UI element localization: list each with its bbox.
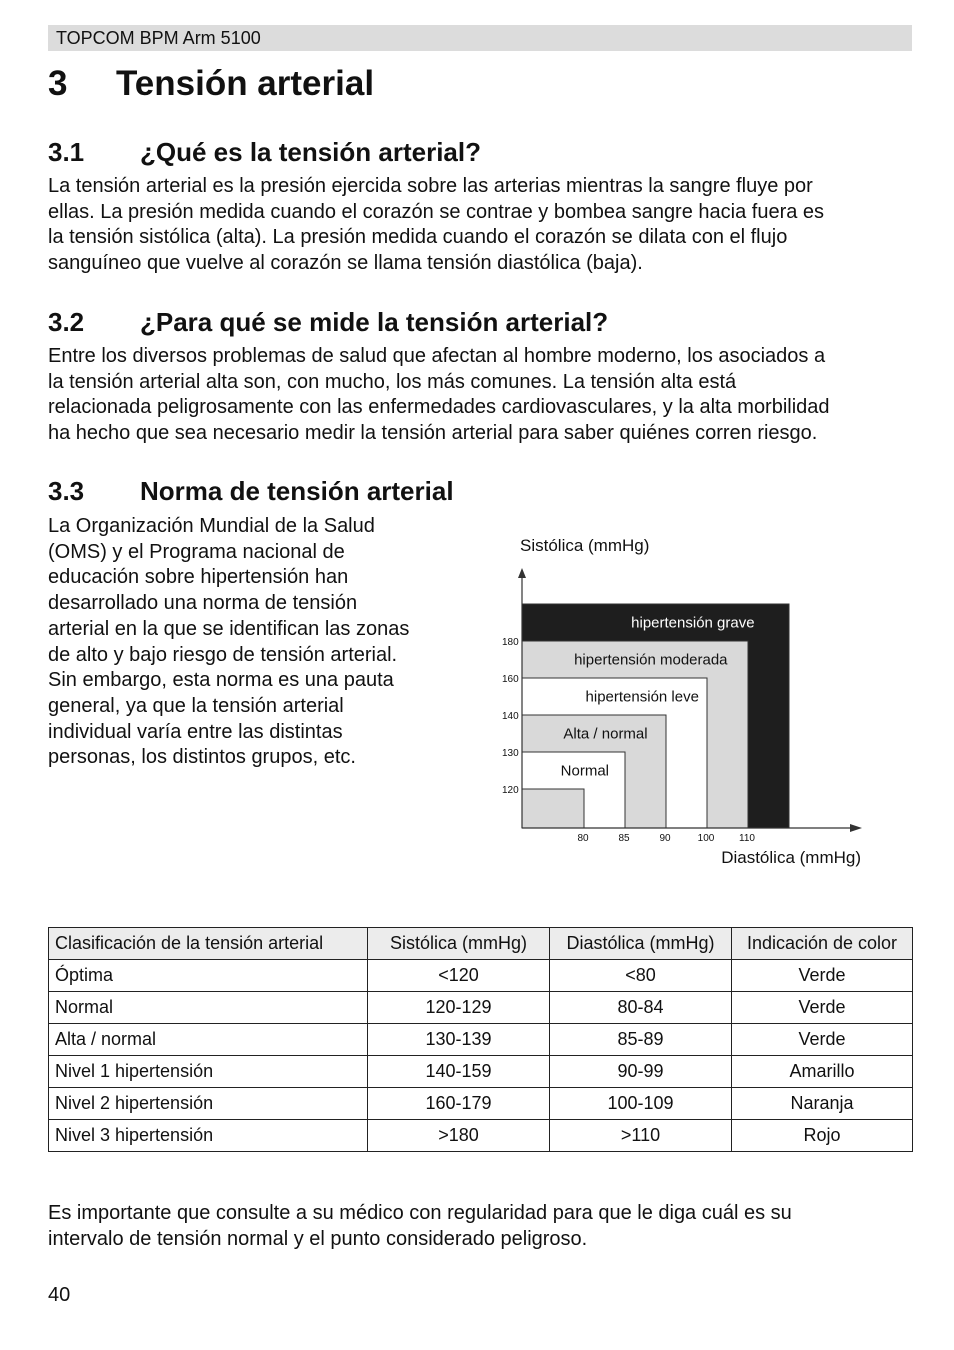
y-axis-arrow — [518, 568, 526, 578]
table-cell: >180 — [368, 1120, 550, 1152]
table-cell: Rojo — [732, 1120, 913, 1152]
x-tick-label: 90 — [659, 833, 671, 844]
page-number: 40 — [48, 1284, 71, 1306]
table-row — [49, 1024, 913, 1056]
y-tick-label: 130 — [502, 748, 519, 759]
section-title: ¿Para qué se mide la tensión arterial? — [140, 307, 609, 337]
section-number: 3.3 — [48, 476, 85, 506]
text-line: de alto y bajo riesgo de tensión arterial. — [48, 643, 398, 666]
section-title: ¿Qué es la tensión arterial? — [140, 137, 481, 167]
section-3-2-body — [48, 344, 918, 447]
text-line: La tensión arterial es la presión ejercida sobre las arterias mientras la sangre fluye por — [48, 175, 813, 197]
text-line: ellas. La presión medida cuando el corazón se contrae y bombea sangre hacia fuera es — [48, 200, 825, 223]
text-line: general, ya que la tensión arterial — [48, 694, 344, 717]
zone-label: hipertensión leve — [585, 688, 699, 706]
table-cell: Nivel 1 hipertensión — [49, 1056, 368, 1088]
table-cell: Alta / normal — [49, 1024, 368, 1056]
table-cell: Verde — [732, 960, 913, 992]
text-line: La Organización Mundial de la Salud — [48, 515, 375, 537]
text-line: arterial en la que se identifican las zonas — [48, 617, 410, 640]
y-tick-label: 160 — [502, 674, 519, 685]
table-cell: <120 — [368, 960, 550, 992]
text-line: Es importante que consulte a su médico con regularidad para que le diga cuál es su — [48, 1202, 792, 1224]
zone-label: hipertensión grave — [631, 614, 755, 632]
x-tick-label: 110 — [739, 833, 755, 844]
x-tick-label: 100 — [697, 833, 715, 844]
table-cell: 90-99 — [550, 1056, 732, 1088]
section-3-3-body — [48, 514, 468, 771]
table-cell: Óptima — [49, 960, 368, 992]
text-line: educación sobre hipertensión han — [48, 566, 349, 589]
y-tick-label: 180 — [502, 637, 519, 648]
chapter-title — [48, 64, 374, 104]
text-line: Entre los diversos problemas de salud que afectan al hombre moderno, los asociados a — [48, 345, 826, 367]
text-line: relacionada peligrosamente con las enfermedades cardiovasculares, y la alta morbilidad — [48, 396, 830, 419]
text-line: Sin embargo, esta norma es una pauta — [48, 669, 394, 692]
section-heading-3-2 — [48, 307, 608, 338]
text-line: desarrollado una norma de tensión — [48, 592, 358, 615]
text-line: (OMS) y el Programa nacional de — [48, 540, 345, 563]
table-row — [49, 1056, 913, 1088]
section-heading-3-3 — [48, 476, 454, 507]
table-row — [49, 992, 913, 1024]
column-header: Indicación de color — [732, 928, 913, 960]
zone-label: Normal — [560, 762, 610, 780]
header-product: TOPCOM BPM Arm 5100 — [56, 28, 261, 48]
table-cell: Nivel 2 hipertensión — [49, 1088, 368, 1120]
x-axis-arrow — [850, 824, 862, 832]
section-number: 3.1 — [48, 137, 85, 167]
table-cell: Nivel 3 hipertensión — [49, 1120, 368, 1152]
column-header: Sistólica (mmHg) — [368, 928, 550, 960]
section-title: Norma de tensión arterial — [140, 476, 454, 506]
text-line: sanguíneo que vuelve al corazón se llama tensión diastólica (baja). — [48, 252, 643, 275]
text-line: intervalo de tensión normal y el punto considerado peligroso. — [48, 1227, 588, 1250]
classification-table — [48, 927, 913, 1152]
x-axis-label: Diastólica (mmHg) — [721, 848, 861, 867]
text-line: ha hecho que sea necesario medir la tensión arterial para saber quiénes corren riesgo. — [48, 422, 818, 445]
text-line: personas, los distintos grupos, etc. — [48, 746, 356, 769]
table-cell: 80-84 — [550, 992, 732, 1024]
table-cell: Verde — [732, 1024, 913, 1056]
table-cell: 100-109 — [550, 1088, 732, 1120]
table-cell: 130-139 — [368, 1024, 550, 1056]
y-tick-label: 120 — [502, 785, 519, 796]
text-line: la tensión arterial alta son, con mucho, los más comunes. La tensión alta está — [48, 370, 737, 393]
running-header — [48, 25, 912, 51]
table-row — [49, 1088, 913, 1120]
chart-svg — [490, 530, 890, 880]
x-tick-label: 80 — [577, 833, 589, 844]
column-header: Clasificación de la tensión arterial — [49, 928, 368, 960]
blood-pressure-zone-chart — [490, 530, 890, 880]
table-cell: Verde — [732, 992, 913, 1024]
table-header-row — [49, 928, 913, 960]
table-cell: Naranja — [732, 1088, 913, 1120]
zone-optima — [522, 789, 584, 828]
table-cell: 120-129 — [368, 992, 550, 1024]
table-row — [49, 1120, 913, 1152]
table-cell: 140-159 — [368, 1056, 550, 1088]
chapter-title-text: Tensión arterial — [116, 64, 375, 103]
zone-label: hipertensión moderada — [574, 651, 728, 669]
text-line: la tensión sistólica (alta). La presión medida cuando el corazón se dilata con el flujo — [48, 226, 788, 249]
x-tick-label: 85 — [618, 833, 630, 844]
y-tick-label: 140 — [502, 711, 519, 722]
text-line: individual varía entre las distintas — [48, 720, 343, 743]
y-axis-label: Sistólica (mmHg) — [520, 536, 650, 555]
table-cell: Normal — [49, 992, 368, 1024]
table-cell: 160-179 — [368, 1088, 550, 1120]
table-cell: <80 — [550, 960, 732, 992]
section-heading-3-1 — [48, 137, 481, 168]
chapter-number: 3 — [48, 64, 68, 103]
zone-label: Alta / normal — [563, 725, 648, 743]
section-number: 3.2 — [48, 307, 85, 337]
table-cell: >110 — [550, 1120, 732, 1152]
table-cell: Amarillo — [732, 1056, 913, 1088]
table-cell: 85-89 — [550, 1024, 732, 1056]
closing-note — [48, 1201, 918, 1252]
table-row — [49, 960, 913, 992]
section-3-1-body — [48, 174, 918, 277]
column-header: Diastólica (mmHg) — [550, 928, 732, 960]
